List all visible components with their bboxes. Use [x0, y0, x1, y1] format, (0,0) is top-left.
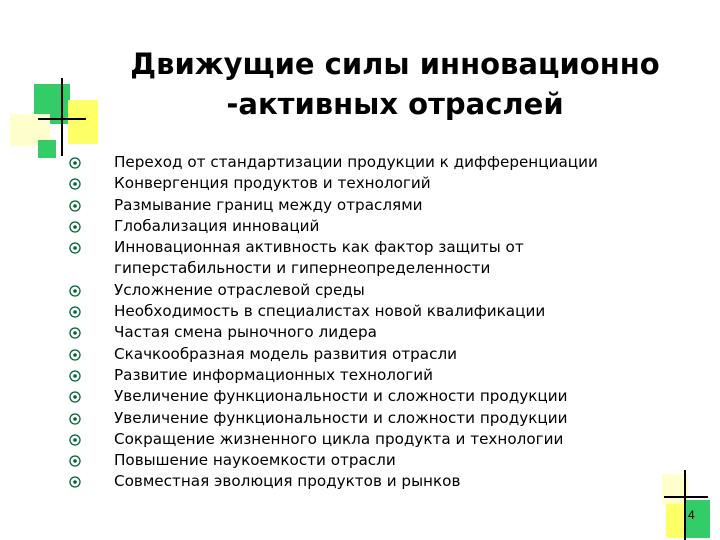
list-item — [68, 408, 668, 429]
decor-square-yellow-br — [666, 504, 686, 538]
list-item — [68, 365, 668, 386]
list-item — [68, 322, 668, 343]
list-item-text: Увеличение функциональности и сложности продукции — [114, 408, 568, 427]
circle-dot-icon — [68, 284, 82, 298]
list-item-text: Развитие информационных технологий — [114, 365, 434, 384]
list-item-text: Инновационная активность как фактор защиты от гиперстабильности и гипернеопределенности — [114, 238, 524, 278]
circle-dot-icon — [68, 156, 82, 170]
list-item — [68, 344, 668, 365]
list-item — [68, 450, 668, 471]
circle-dot-icon — [68, 199, 82, 213]
list-item-text: Совместная эволюция продуктов и рынков — [114, 472, 461, 491]
list-item-text: Скачкообразная модель развития отрасли — [114, 344, 458, 363]
slide-title — [95, 44, 695, 124]
circle-dot-icon — [68, 412, 82, 426]
circle-dot-icon — [68, 241, 82, 255]
decor-line-vertical — [61, 78, 63, 156]
list-item — [68, 237, 668, 280]
list-item-text: Размывание границ между отраслями — [114, 195, 423, 214]
decor-square-yellow — [68, 100, 98, 144]
circle-dot-icon — [68, 348, 82, 362]
list-item-text: Повышение наукоемкости отрасли — [114, 451, 396, 470]
list-item — [68, 152, 668, 173]
list-item-text: Усложнение отраслевой среды — [114, 280, 365, 299]
list-item — [68, 280, 668, 301]
list-item-text: Увеличение функциональности и сложности продукции — [114, 387, 568, 406]
list-item-text: Сокращение жизненного цикла продукта и технологии — [114, 429, 564, 448]
circle-dot-icon — [68, 433, 82, 447]
circle-dot-icon — [68, 454, 82, 468]
list-item-text: Частая смена рыночного лидера — [114, 323, 377, 342]
list-item — [68, 429, 668, 450]
page-number: 4 — [688, 508, 695, 522]
list-item-text: Конвергенция продуктов и технологий — [114, 174, 431, 193]
circle-dot-icon — [68, 369, 82, 383]
bullet-list — [68, 152, 668, 493]
list-item — [68, 173, 668, 194]
decor-square-green-small — [38, 140, 56, 158]
circle-dot-icon — [68, 220, 82, 234]
circle-dot-icon — [68, 475, 82, 489]
list-item — [68, 386, 668, 407]
circle-dot-icon — [68, 326, 82, 340]
decor-line-vertical-br — [684, 470, 686, 540]
list-item — [68, 301, 668, 322]
circle-dot-icon — [68, 177, 82, 191]
list-item-text: Глобализация инноваций — [114, 216, 320, 235]
list-item — [68, 195, 668, 216]
list-item — [68, 216, 668, 237]
list-item — [68, 471, 668, 492]
list-item-text: Переход от стандартизации продукции к дифференциации — [114, 153, 598, 171]
list-item-text: Необходимость в специалистах новой квалификации — [114, 302, 546, 321]
decor-line-horizontal-br — [664, 496, 708, 498]
slide-title-line-1: Движущие силы инновационно — [130, 47, 660, 81]
circle-dot-icon — [68, 305, 82, 319]
decor-line-horizontal — [38, 118, 86, 120]
circle-dot-icon — [68, 390, 82, 404]
slide-title-line-2: -активных отраслей — [226, 87, 564, 121]
